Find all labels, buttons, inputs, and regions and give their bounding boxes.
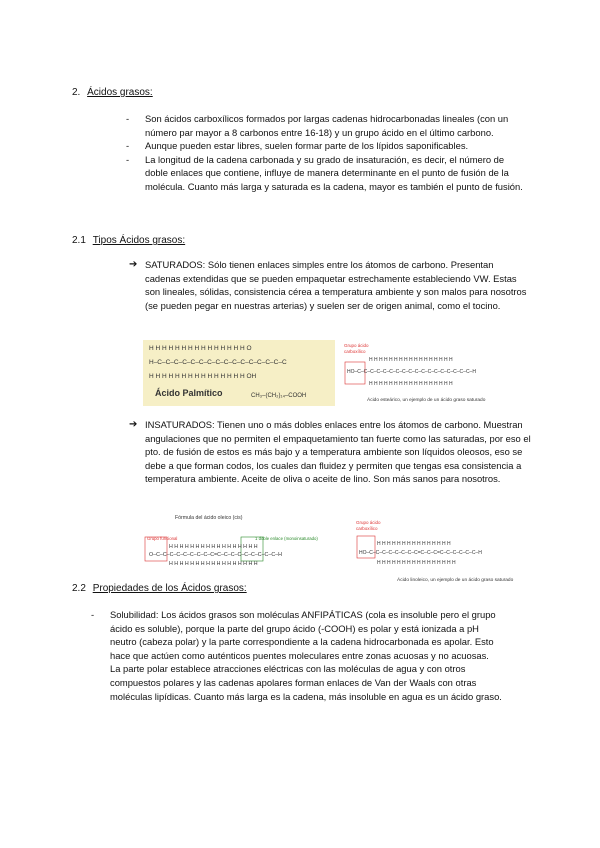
- palmitic-acid-figure: [143, 340, 335, 406]
- section-21-heading: [72, 234, 185, 248]
- polarity-paragraph: La parte polar establece atracciones eléctricas con las moléculas de agua y con otros compuestos polares y las cadenas apolares forman enlaces de Van der Waals con otras moléculas lipídicas. Cuanto más larga es la cadena, más insoluble en agua es un ácido graso.: [110, 663, 502, 702]
- section-2-title: Ácidos grasos:: [87, 87, 153, 98]
- section-21-number: 2.1: [72, 235, 86, 246]
- carbon-chain: O–C–C–C–C–C–C–C–C–C=C–C–C–C–C–C–C–C–C–H: [149, 552, 282, 558]
- functional-group-label: Grupo funcional: [147, 536, 178, 541]
- section-22-content: [91, 608, 508, 703]
- palmitic-label: Ácido Palmítico: [155, 388, 223, 398]
- saturated-caption: Ácido esteárico, un ejemplo de un ácido graso saturado: [367, 398, 486, 403]
- carbon-chain: HO–C–C–C–C–C–C–C–C=C–C–C=C–C–C–C–C–C–H: [359, 550, 482, 556]
- section-2-list: [126, 112, 528, 194]
- saturated-acid-figure: [343, 340, 558, 406]
- carbon-chain: HO–C–C–C–C–C–C–C–C–C–C–C–C–C–C–C–C–C–C–H: [347, 369, 476, 375]
- section-2-heading: [72, 86, 153, 100]
- section-21-title: Tipos Ácidos grasos:: [92, 235, 186, 246]
- section-22-heading: [72, 582, 247, 596]
- h-atoms-row: H H H H H H H H H H H H H H H H H: [369, 381, 453, 387]
- double-bond-label: 1 doble enlace (monoinsaturado): [255, 536, 318, 541]
- h-atoms-row: H H H H H H H H H H H H H H H O: [149, 345, 252, 352]
- h-atoms-row: H H H H H H H H H H H H H H H H H: [169, 561, 258, 567]
- h-atoms-row: H H H H H H H H H H H H H H H H H: [169, 544, 258, 550]
- h-atoms-row: H H H H H H H H H H H H H H H OH: [149, 373, 257, 380]
- section-22-number: 2.2: [72, 583, 86, 594]
- list-item: - Aunque pueden estar libres, suelen formar parte de los lípidos saponificables.: [126, 140, 469, 152]
- solubility-paragraph: Solubilidad: Los ácidos grasos son moléculas ANFIPÁTICAS (cola es insoluble pero el grupo ácido es soluble), porque la parte del grupo ácido (-COOH) es polar y está ionizada a pH neutro (cabeza polar) y la parte correspondiente a la cadena hidrocarbonada es apolar. Esto hace que actúen como auténticos puentes moleculares entre zonas acuosas y no acuosas.: [110, 609, 496, 661]
- oleic-title: Fórmula del ácido oleico (cis): [175, 515, 243, 521]
- arrow-right-icon: ➔: [129, 259, 138, 270]
- carboxyl-group-label: Grupo ácido carboxílico: [356, 520, 381, 531]
- carbon-chain: H–C–C–C–C–C–C–C–C–C–C–C–C–C–C–C–C: [149, 359, 287, 366]
- linoleic-acid-figure: [355, 510, 560, 582]
- palmitic-formula: CH₃–(CH₂)₁₄–COOH: [251, 393, 307, 399]
- linoleic-caption: Ácido linoleico, un ejemplo de un ácido graso saturado: [397, 578, 514, 583]
- list-item: - La longitud de la cadena carbonada y su grado de insaturación, es decir, el número de doble enlaces que contiene, influye de manera determinante en el punto de fusión de la molécula. Cuanto más larga y saturada es la cadena, mayor es también el punto de fusión.: [126, 153, 523, 192]
- h-atoms-row: H H H H H H H H H H H H H H H H: [377, 560, 456, 566]
- h-atoms-row: H H H H H H H H H H H H H H H H H: [369, 357, 453, 363]
- arrow-right-icon: ➔: [129, 419, 138, 430]
- carboxyl-group-label: Grupo ácido carboxílico: [344, 343, 369, 354]
- saturados-paragraph: ➔ SATURADOS: Sólo tienen enlaces simples entre los átomos de carbono. Presentan cadenas extendidas que se pueden empaquetar estrechamente estableciendo VW. Estas son lineales, sólidas, consistencia cérea a temperatura ambiente y son malos para nosotros (se pueden pegar en nuestras arterias) y suelen ser de origen animal, como el tocino.: [129, 259, 527, 311]
- section-22-title: Propiedades de los Ácidos grasos:: [92, 583, 247, 594]
- section-2-number: 2.: [72, 87, 81, 98]
- list-marker: -: [91, 609, 95, 620]
- list-item: - Son ácidos carboxílicos formados por largas cadenas hidrocarbonadas lineales (con un número par mayor a 8 carbonos entre 16-18) y un grupo ácido en el último carbono.: [126, 113, 509, 138]
- insaturados-paragraph: ➔ INSATURADOS: Tienen uno o más dobles enlaces entre los átomos de carbono. Muestran angulaciones que no permiten el empaquetamiento tan fuerte como las saturadas, por eso el pto. de fusión de estos es más bajo y a temperatura ambiente son líquidos oleosos, eso se debe a que forman codos, los cuales dan fluidez y permiten que tengas esa consistencia a temperatura ambiente. Aceite de oliva o aceite de lino. Son más sanos para nosotros.: [129, 419, 531, 485]
- h-atoms-row: H H H H H H H H H H H H H H H: [377, 541, 451, 547]
- oleic-acid-figure: [143, 510, 348, 574]
